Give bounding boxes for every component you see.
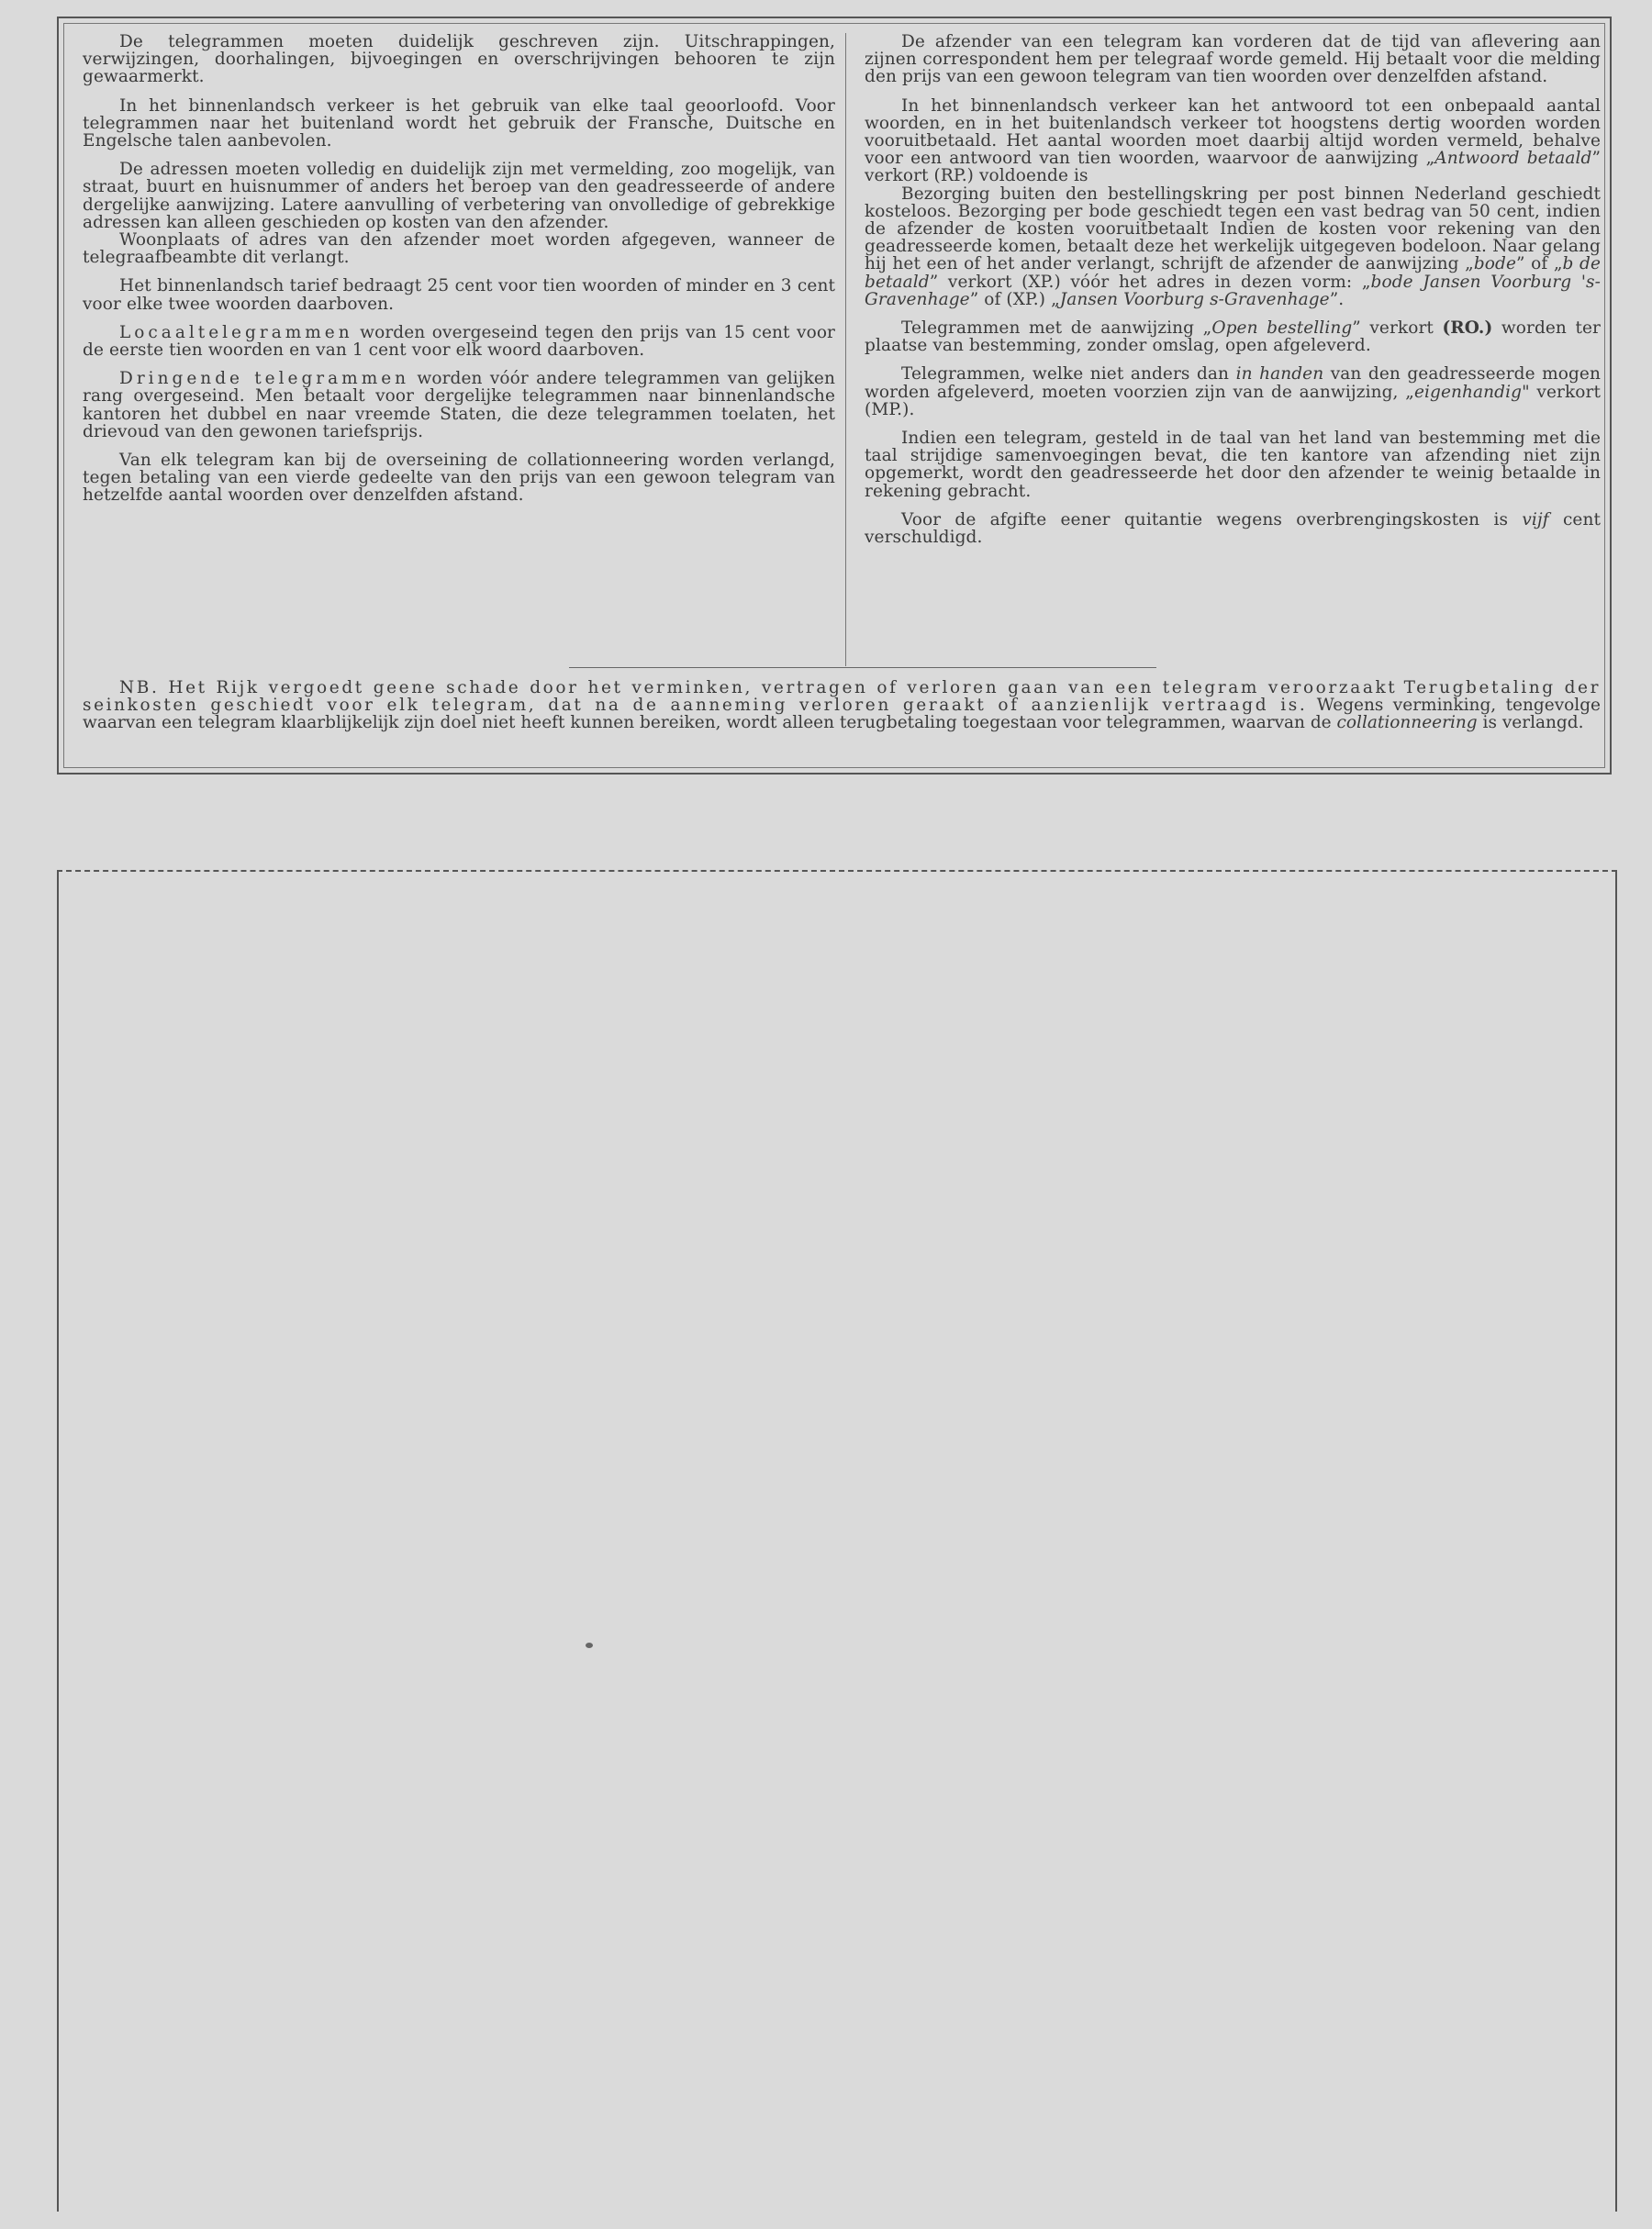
inner-border: [63, 23, 1605, 768]
receipt-text-2: cent verschuldigd.: [865, 509, 1602, 548]
paragraph-delivery-by-messenger: [865, 185, 1601, 308]
receipt-italic: vijf: [1522, 509, 1549, 529]
personal-text-3: verkort (MP.).: [865, 382, 1601, 419]
nb-text-c: Wegens verminking, tengevolge waarvan een telegram klaarblijkelijk zijn doel niet heeft kunnen bereiken, wordt alleen terugbetaling toegestaan voor telegrammen, waarvan de: [83, 696, 1601, 733]
paragraph-domestic-tariff: Het binnenlandsch tarief bedraagt 25 cent voor tien woorden of minder en 3 cent voor elke twee woorden daarboven.: [83, 276, 835, 314]
nb-liability-notice: [83, 679, 1601, 732]
nb-text-a: NB. Het Rijk vergoedt geene schade door het verminken, vertragen of verloren gaan van een telegram veroorzaakt: [119, 678, 1398, 697]
messenger-text: Bezorging buiten den bestellingskring per post binnen Nederland geschiedt kosteloos. Bezorging per bode geschiedt tegen een vast bedrag van 50 cent, indien de afzender de kosten vooruitbetaalt Indien de kosten voor rekening van den geadresseerde komen, betaalt deze het werkelijk uitgegeven bodeloon. Naar gelang hij het een of het ander verlangt, schrijft de afzender de aanwijzing „: [865, 184, 1601, 274]
reply-paid-italic: Antwoord betaald: [1434, 149, 1592, 169]
open-delivery-text-2: ” verkort: [1352, 318, 1434, 339]
receipt-text: Voor de afgifte eener quitantie wegens overbrengingskosten is: [901, 509, 1509, 529]
paragraph-personal-delivery: Telegrammen, welke niet anders dan in handen van den geadresseerde mogen worden afgeleverd, moeten voorzien zijn van de aanwijzing, „eigenhandig" verkort (MP.).: [865, 364, 1601, 419]
personal-italic-1: in handen: [1235, 364, 1324, 385]
personal-italic-2: eigenhandig: [1413, 382, 1523, 402]
local-text: worden overgeseind tegen den prijs van 15 cent voor de eerste tien woorden en van 1 cent voor elk woord daarboven.: [83, 322, 836, 361]
paragraph-reply-paid: [865, 97, 1601, 185]
personal-text-2: van den geadresseerde mogen worden afgeleverd, moeten voorzien zijn van de aanwijzing, „: [865, 364, 1601, 402]
paragraph-open-delivery: [865, 319, 1601, 354]
paragraph-delivery-notice: De afzender van een telegram kan vorderen dat de tijd van aflevering aan zijnen correspondent hem per telegraaf worde gemeld. Hij betaalt voor die melding den prijs van een gewoon telegram van tien woorden over denzelfden afstand.: [865, 32, 1601, 87]
messenger-text-3: ” verkort (XP.) vóór het adres in dezen vorm: „: [929, 272, 1371, 292]
urgent-term: Dringende telegrammen: [119, 369, 410, 389]
messenger-text-5: ”.: [1329, 289, 1345, 309]
telegram-form-area: [57, 870, 1617, 2212]
nb-separator-rule: [569, 667, 1156, 668]
nb-paragraph: [83, 679, 1601, 732]
open-delivery-code: (RO.): [1442, 318, 1493, 339]
reply-paid-text: In het binnenlandsch verkeer kan het antwoord tot een onbepaald aantal woorden, en in het buitenlandsch verkeer tot hoogstens dertig woorden worden vooruitbetaald. Het aantal woorden moet daarbij altijd worden vermeld, behalve voor een antwoord van tien woorden, waarvoor de aanwijzing „: [865, 95, 1601, 169]
local-term: Locaaltelegrammen: [119, 322, 353, 342]
ink-speck: [586, 1643, 593, 1648]
column-divider: [845, 33, 846, 666]
messenger-italic-4: Jansen Voorburg s-Gravenhage: [1059, 289, 1330, 309]
paragraph-legibility: De telegrammen moeten duidelijk geschreven zijn. Uitschrappingen, verwijzingen, doorhalingen, bijvoegingen en overschrijvingen behooren te zijn gewaarmerkt.: [83, 32, 835, 87]
messenger-text-2: ” of „: [1516, 254, 1563, 274]
reply-paid-text-end: ” verkort (RP.) voldoende is: [865, 149, 1602, 186]
paragraph-receipt-fee: [865, 511, 1601, 546]
messenger-italic-3: bode Jansen Voorburg 's-Gravenhage: [865, 272, 1601, 309]
paragraph-addresses: De adressen moeten volledig en duidelijk zijn met vermelding, zoo mogelijk, van straat, buurt en huisnummer of anders het beroep van den geadresseerde of andere dergelijke aanwijzing. Latere aanvulling of verbetering van onvolledige of gebrekkige adressen kan alleen geschieden op kosten van den afzender.: [83, 160, 835, 232]
open-delivery-text: Telegrammen met de aanwijzing „: [901, 318, 1212, 339]
personal-text: Telegrammen, welke niet anders dan: [901, 364, 1230, 385]
nb-text-b: Terugbetaling der seinkosten geschiedt voor elk telegram, dat na de aanneming verloren geraakt of aanzienlijk vertraagd is.: [83, 678, 1602, 716]
messenger-italic-2: b de betaald: [865, 254, 1602, 292]
urgent-text: worden vóór andere telegrammen van gelijken rang overgeseind. Men betaalt voor dergelijke telegrammen naar binnenlandsche kantoren het dubbel en naar vreemde Staten, die deze telegrammen toelaten, het drievoud van den gewonen tariefsprijs.: [83, 369, 835, 441]
nb-text-d: is verlangd.: [1482, 713, 1584, 733]
messenger-text-4: ” of (XP.) „: [969, 289, 1060, 309]
messenger-italic-1: bode: [1473, 254, 1517, 274]
left-column: [83, 33, 835, 516]
right-column: [865, 33, 1601, 557]
paragraph-language: In het binnenlandsch verkeer is het gebruik van elke taal geoorloofd. Voor telegrammen naar het buitenland wordt het gebruik der Fransche, Duitsche en Engelsche talen aanbevolen.: [83, 95, 835, 151]
paragraph-collation: Van elk telegram kan bij de overseining de collationneering worden verlangd, tegen betaling van een vierde gedeelte van den prijs van een gewoon telegram van hetzelfde aantal woorden over denzelfden afstand.: [83, 451, 835, 506]
open-delivery-italic: Open bestelling: [1211, 318, 1353, 339]
nb-italic: collationneering: [1336, 713, 1478, 733]
paragraph-local-telegrams: [83, 324, 835, 359]
open-delivery-text-3: worden ter plaatse van bestemming, zonder omslag, open afgeleverd.: [865, 318, 1601, 356]
paragraph-language-surcharge: Indien een telegram, gesteld in de taal van het land van bestemming met die taal strijdige samenvoegingen bevat, die ten kantore van afzending niet zijn opgemerkt, wordt den geadresseerde het door den afzender te weinig betaalde in rekening gebracht.: [865, 429, 1601, 501]
telegram-regulations-box: [57, 17, 1612, 775]
paragraph-sender-address: Woonplaats of adres van den afzender moet worden afgegeven, wanneer de telegraafbeambte dit verlangt.: [83, 230, 835, 268]
paragraph-urgent-telegrams: [83, 370, 835, 440]
